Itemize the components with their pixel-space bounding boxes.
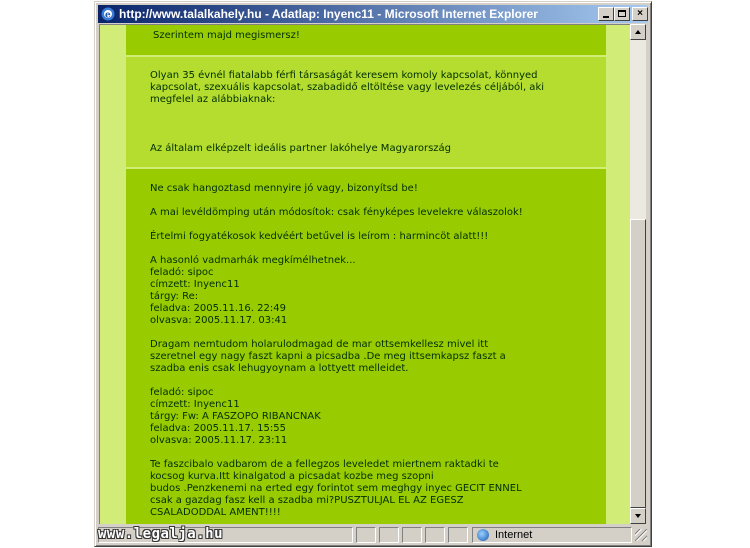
watermark: www.legalja.hu <box>98 526 224 542</box>
message-sent: feladva: 2005.11.17. 15:55 <box>150 423 286 434</box>
message-sent: feladva: 2005.11.16. 22:49 <box>150 303 286 314</box>
about-line: Értelmi fogyatékosok kedvéért betűvel is leírom : harmincöt alatt!!! <box>150 231 489 242</box>
looking-for-text: Olyan 35 évnél fiatalabb férfi társaságát keresem komoly kapcsolat, könnyed kapcsolat, szexuális kapcsolat, szabadidő eltöltése vagy levelezés céljából, aki megfelel az alábbiaknak: <box>150 70 545 105</box>
message-subject: tárgy: Fw: A FASZOPO RIBANCNAK <box>150 411 321 422</box>
arrow-down-icon <box>635 514 641 518</box>
resize-grip[interactable] <box>635 529 647 541</box>
message-body-line: Te faszcibalo vadbarom de a fellegzos leveledet miertnem raktadki te <box>150 459 499 470</box>
message-sender: feladó: sipoc <box>150 387 214 398</box>
window-title: http://www.talalkahely.hu - Adatlap: Inyenc11 - Microsoft Internet Explorer <box>119 7 538 21</box>
close-button[interactable] <box>632 7 648 21</box>
maximize-button[interactable] <box>614 7 630 21</box>
scroll-down-button[interactable] <box>630 508 646 524</box>
svg-text:e: e <box>105 10 111 21</box>
message-body-line: CSALADODDAL AMENT!!!! <box>150 507 281 518</box>
internet-explorer-icon <box>100 6 116 22</box>
about-line: A hasonló vadmarhák megkímélhetnek... <box>150 255 356 266</box>
status-pane <box>379 527 399 543</box>
title-bar[interactable] <box>98 5 648 23</box>
message-subject: tárgy: Re: <box>150 291 199 302</box>
message-body-line: kocsog kurva.Itt kinalgatod a picsadat kozbe meg szopni <box>150 471 434 482</box>
message-body-line: Dragam nemtudom holarulodmagad de mar ottsemkellesz mivel itt <box>150 339 489 350</box>
scroll-thumb[interactable] <box>630 219 646 508</box>
about-line: A mai levéldömping után módosítok: csak fényképes levelekre válaszolok! <box>150 207 523 218</box>
motto-text: Szerintem majd megismersz! <box>153 30 300 41</box>
scroll-up-button[interactable] <box>630 24 646 40</box>
minimize-button[interactable] <box>598 7 614 21</box>
about-me-box <box>126 169 606 524</box>
status-pane <box>402 527 422 543</box>
message-read: olvasva: 2005.11.17. 23:11 <box>150 435 288 446</box>
vertical-scrollbar[interactable] <box>630 24 646 524</box>
page-content <box>99 24 630 524</box>
globe-icon <box>477 529 489 541</box>
message-body-line: szadba enis csak lehugyoynam a lottyett melleidet. <box>150 363 409 374</box>
maximize-icon <box>618 10 626 17</box>
message-recipient: címzett: Inyenc11 <box>150 399 240 410</box>
browser-window <box>94 1 652 547</box>
ideal-location-text: Az általam elképzelt ideális partner lakóhelye Magyarország <box>150 143 452 154</box>
security-zone-pane[interactable] <box>472 527 632 543</box>
status-pane <box>448 527 468 543</box>
arrow-up-icon <box>635 30 641 34</box>
message-sender: feladó: sipoc <box>150 267 214 278</box>
status-pane <box>425 527 445 543</box>
about-line: Ne csak hangoztasd mennyire jó vagy, bizonyítsd be! <box>150 183 418 194</box>
search-criteria-box <box>126 57 606 167</box>
minimize-icon <box>603 16 609 18</box>
profile-panel <box>126 25 606 524</box>
message-recipient: címzett: Inyenc11 <box>150 279 240 290</box>
status-pane <box>356 527 376 543</box>
message-read: olvasva: 2005.11.17. 03:41 <box>150 315 288 326</box>
message-body-line: budos .Penzkenemi na erted egy forintot sem meghgy inyec GECIT ENNEL <box>150 483 522 494</box>
close-icon: × <box>637 8 643 19</box>
message-body-line: csak a gazdag fasz kell a szadba mi?PUSZTULJAL EL AZ EGESZ <box>150 495 464 506</box>
motto-box <box>126 25 606 55</box>
message-body-line: szeretnel egy nagy faszt kapni a picsadba .De meg ittsemkapsz faszt a <box>150 351 506 362</box>
security-zone-label: Internet <box>495 529 533 541</box>
